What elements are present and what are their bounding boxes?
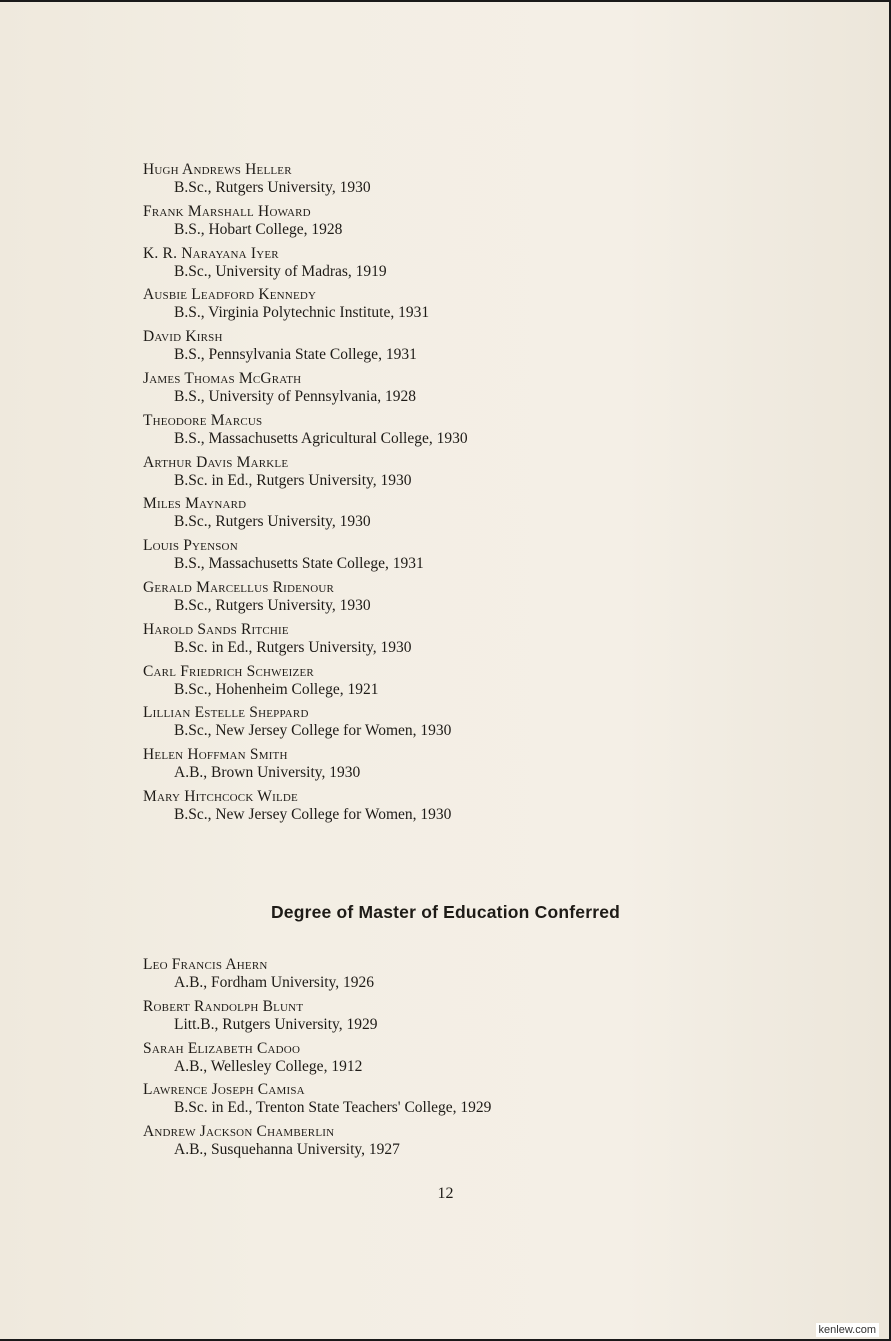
watermark-label: kenlew.com <box>816 1323 879 1337</box>
list-item <box>143 160 783 202</box>
graduate-name: Helen Hoffman Smith <box>143 746 288 764</box>
graduate-degree: B.Sc., New Jersey College for Women, 1930 <box>174 722 452 740</box>
graduate-name: Harold Sands Ritchie <box>143 620 289 638</box>
graduate-degree: B.Sc., Hohenheim College, 1921 <box>174 680 379 698</box>
list-item <box>143 745 783 787</box>
list-item <box>143 244 783 286</box>
section-heading: Degree of Master of Education Conferred <box>270 902 621 922</box>
graduate-name: Leo Francis Ahern <box>143 956 268 973</box>
list-item <box>143 1122 783 1164</box>
graduate-name: Mary Hitchcock Wilde <box>143 787 298 805</box>
graduate-list-section-1 <box>143 160 783 829</box>
graduate-degree: B.S., University of Pennsylvania, 1928 <box>174 387 416 405</box>
list-item <box>143 285 783 327</box>
graduate-name: K. R. Narayana Iyer <box>143 244 279 262</box>
list-item <box>143 1080 783 1122</box>
graduate-degree: A.B., Fordham University, 1926 <box>174 974 375 991</box>
page-number: 12 <box>437 1185 454 1202</box>
graduate-name: Miles Maynard <box>143 495 247 513</box>
graduate-name: James Thomas McGrath <box>143 369 302 387</box>
list-item <box>143 578 783 620</box>
list-item <box>143 662 783 704</box>
list-item <box>143 620 783 662</box>
graduate-degree: B.Sc., University of Madras, 1919 <box>174 262 387 280</box>
list-item <box>143 787 783 829</box>
graduate-degree: A.B., Susquehanna University, 1927 <box>174 1141 400 1159</box>
list-item <box>143 955 783 997</box>
graduate-degree: B.S., Massachusetts State College, 1931 <box>174 555 424 573</box>
graduate-name: Ausbie Leadford Kennedy <box>143 286 317 304</box>
graduate-degree: B.S., Hobart College, 1928 <box>174 220 343 238</box>
graduate-degree: B.Sc. in Ed., Rutgers University, 1930 <box>174 471 412 489</box>
graduate-name: Lawrence Joseph Camisa <box>143 1081 305 1099</box>
document-page <box>0 2 889 1339</box>
graduate-degree: B.Sc., New Jersey College for Women, 1930 <box>174 805 452 823</box>
graduate-name: Frank Marshall Howard <box>143 202 311 220</box>
list-item <box>143 1039 783 1081</box>
list-item <box>143 997 783 1039</box>
list-item <box>143 369 783 411</box>
list-item <box>143 453 783 495</box>
graduate-name: Louis Pyenson <box>143 537 238 555</box>
graduate-degree: A.B., Wellesley College, 1912 <box>174 1057 363 1075</box>
list-item <box>143 703 783 745</box>
graduate-name: Theodore Marcus <box>143 411 263 429</box>
graduate-degree: B.Sc. in Ed., Rutgers University, 1930 <box>174 638 412 656</box>
graduate-degree: A.B., Brown University, 1930 <box>174 764 361 782</box>
graduate-name: Lillian Estelle Sheppard <box>143 704 309 722</box>
graduate-name: Carl Friedrich Schweizer <box>143 662 314 680</box>
graduate-degree: Litt.B., Rutgers University, 1929 <box>174 1015 378 1033</box>
graduate-name: Hugh Andrews Heller <box>143 161 292 178</box>
graduate-degree: B.S., Virginia Polytechnic Institute, 1931 <box>174 304 430 322</box>
graduate-degree: B.Sc. in Ed., Trenton State Teachers' College, 1929 <box>174 1099 492 1117</box>
graduate-name: Robert Randolph Blunt <box>143 997 304 1015</box>
graduate-degree: B.S., Pennsylvania State College, 1931 <box>174 346 417 364</box>
graduate-name: Sarah Elizabeth Cadoo <box>143 1039 301 1057</box>
list-item <box>143 202 783 244</box>
graduate-list-section-2 <box>143 955 783 1164</box>
graduate-degree: B.Sc., Rutgers University, 1930 <box>174 596 371 614</box>
list-item <box>143 494 783 536</box>
graduate-name: Andrew Jackson Chamberlin <box>143 1123 335 1141</box>
graduate-name: David Kirsh <box>143 328 223 346</box>
list-item <box>143 411 783 453</box>
list-item <box>143 327 783 369</box>
graduate-name: Arthur Davis Markle <box>143 453 289 471</box>
graduate-name: Gerald Marcellus Ridenour <box>143 578 335 596</box>
graduate-degree: B.Sc., Rutgers University, 1930 <box>174 513 371 531</box>
graduate-degree: B.S., Massachusetts Agricultural College, 1930 <box>174 429 468 447</box>
graduate-degree: B.Sc., Rutgers University, 1930 <box>174 179 371 196</box>
list-item <box>143 536 783 578</box>
